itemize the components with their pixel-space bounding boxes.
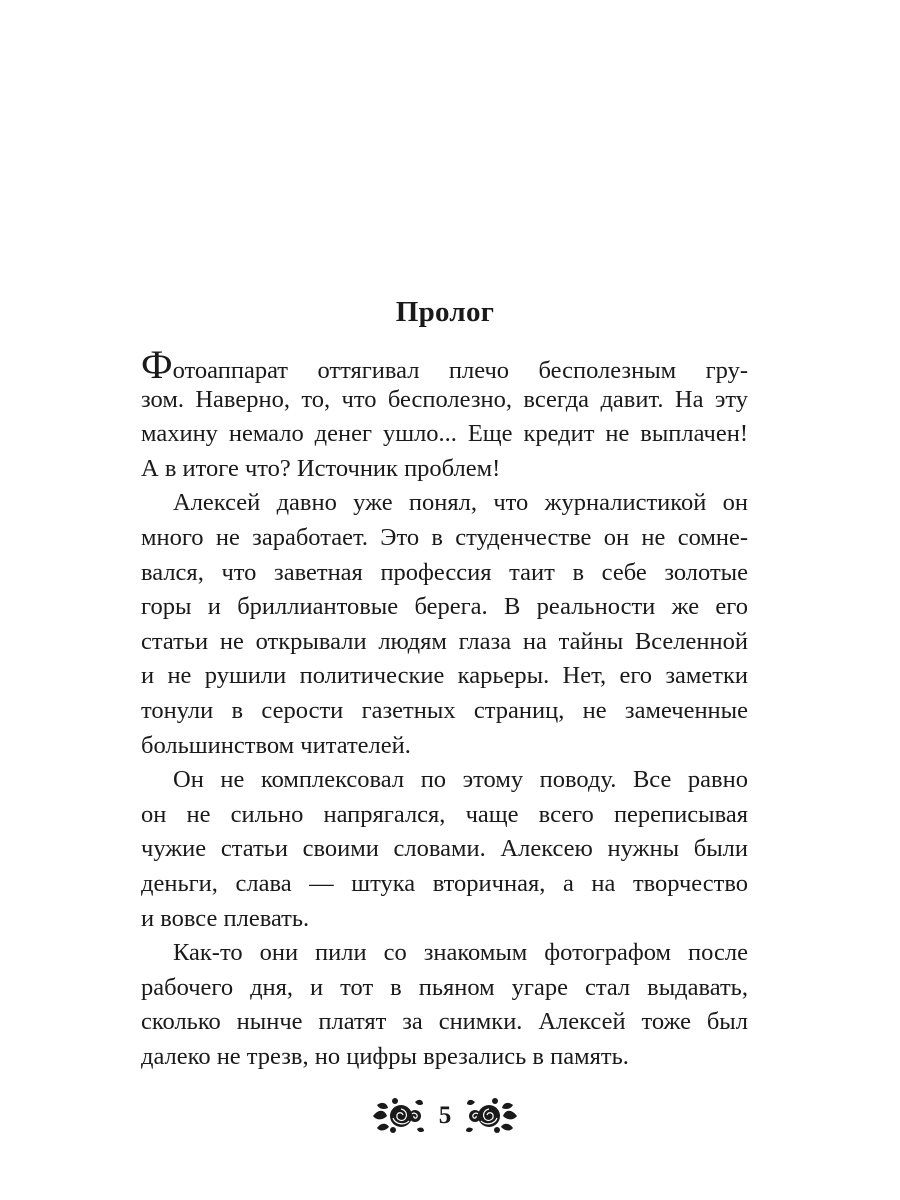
paragraph-3-line-1: Он не комплексовал по этому поводу. Все равно: [173, 766, 748, 794]
paragraph-3-line-3: чужие статьи своими словами. Алексею нужны были: [141, 835, 748, 863]
paragraph-1-line-2: зом. Наверно, то, что бесполезно, всегда давит. На эту: [141, 385, 748, 413]
paragraph-4-line-4: далеко не трезв, но цифры врезались в память.: [141, 1042, 629, 1070]
paragraph-4-line-3: сколько нынче платят за снимки. Алексей тоже был: [141, 1008, 748, 1036]
chapter-title: Пролог: [395, 296, 495, 328]
rose-ornament-left-icon: [371, 1096, 425, 1136]
paragraph-2-line-5: статьи не открывали людям глаза на тайны Вселенной: [141, 627, 748, 655]
paragraph-2-line-2: много не заработает. Это в студенчестве он не сомне-: [141, 523, 748, 551]
line-text: отоаппарат оттягивал плечо бесполезным гру-: [172, 357, 748, 384]
paragraph-2-line-7: тонули в серости газетных страниц, не замеченные: [141, 696, 748, 724]
paragraph-1-line-4: А в итоге что? Источник проблем!: [141, 454, 501, 482]
paragraph-2-line-6: и не рушили политические карьеры. Нет, его заметки: [141, 662, 748, 690]
paragraph-2-line-3: вался, что заветная профессия таит в себе золотые: [141, 558, 748, 586]
paragraph-1-line-3: махину немало денег ушло... Еще кредит не выплачен!: [141, 420, 748, 448]
page-footer: [0, 1096, 890, 1136]
paragraph-1-line-1: [141, 342, 748, 387]
rose-ornament-right-icon: [465, 1096, 519, 1136]
page-number: 5: [438, 1102, 452, 1129]
body-text: [141, 342, 748, 1074]
paragraph-4-line-2: рабочего дня, и тот в пьяном угаре стал выдавать,: [141, 973, 748, 1001]
paragraph-4-line-1: Как-то они пили со знакомым фотографом после: [173, 939, 748, 967]
paragraph-2-line-4: горы и бриллиантовые берега. В реальности же его: [141, 593, 748, 621]
paragraph-3-line-2: он не сильно напрягался, чаще всего переписывая: [141, 800, 748, 828]
paragraph-3-line-4: деньги, слава — штука вторичная, а на творчество: [141, 869, 748, 897]
paragraph-3-line-5: и вовсе плевать.: [141, 904, 310, 932]
paragraph-2-line-1: Алексей давно уже понял, что журналистикой он: [173, 489, 748, 517]
drop-cap-letter: Ф: [141, 342, 173, 387]
paragraph-2-line-8: большинством читателей.: [141, 731, 411, 759]
